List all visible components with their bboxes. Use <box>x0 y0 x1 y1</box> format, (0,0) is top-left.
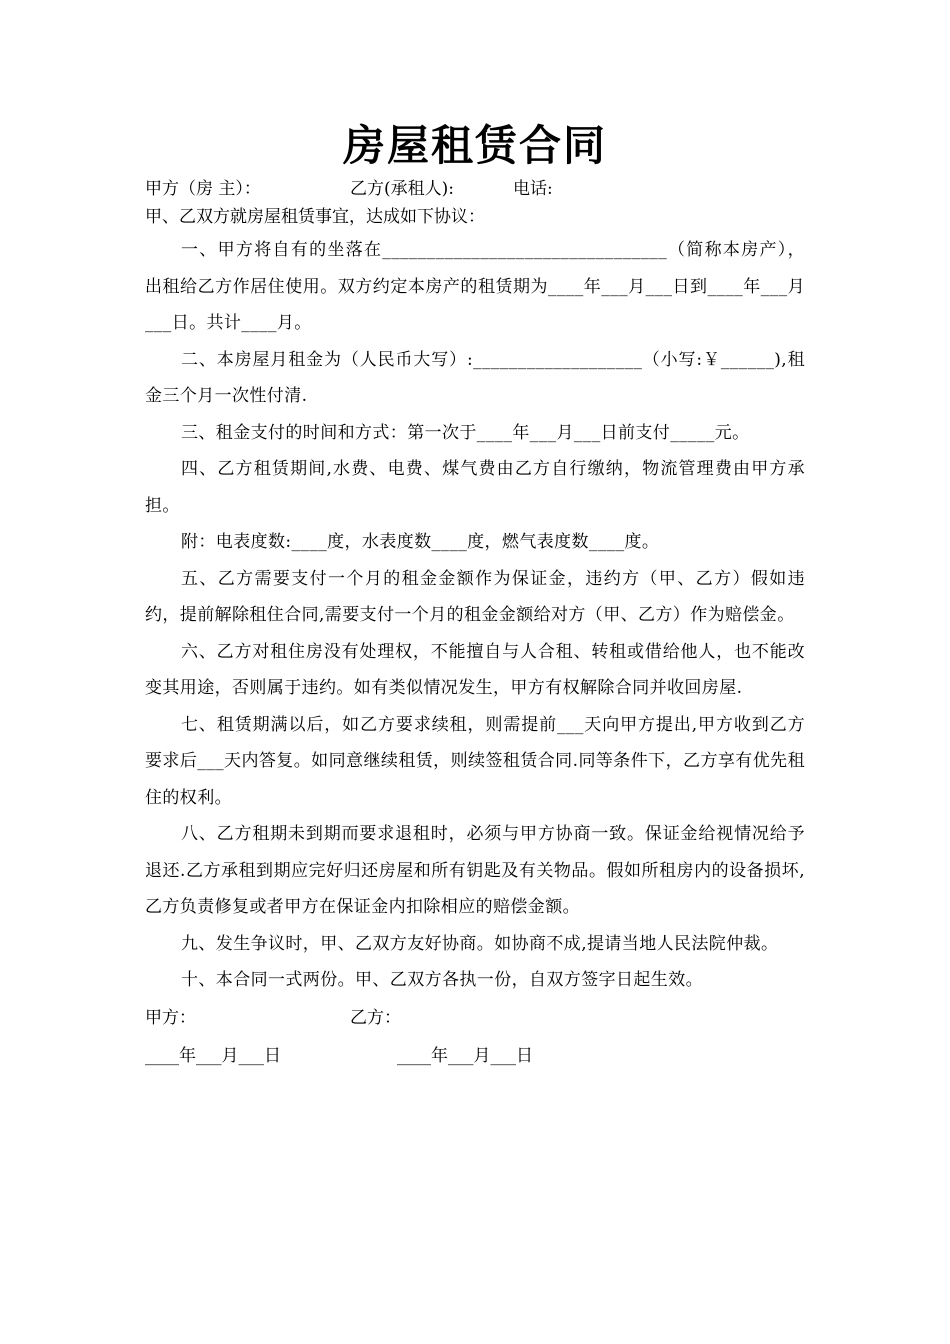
contract-document <box>145 120 805 1075</box>
meter-readings: 附：电表度数:____度，水表度数____度，燃气表度数____度。 <box>181 532 660 552</box>
document-title: 房屋租赁合同 <box>342 121 607 170</box>
party-b-label: 乙方(承租人): <box>350 179 454 199</box>
clause-3: 三、租金支付的时间和方式：第一次于____年___月___日前支付_____元。 <box>181 422 750 443</box>
clause-10: 十、本合同一式两份。甲、乙双方各执一份，自双方签字日起生效。 <box>181 970 703 990</box>
clause-2: 二、本房屋月租金为（人民币大写）:___________________（小写:￥______),租金三个月一次性付清. <box>145 349 805 406</box>
party-b-signature-label: 乙方： <box>350 1007 401 1028</box>
signature-row <box>145 999 805 1037</box>
party-b-date: ____年___月___日 <box>397 1045 533 1066</box>
clause-1: 一、甲方将自有的坐落在________________________________（简称本房产），出租给乙方作居住使用。双方约定本房产的租赁期为____年___月___日到____年___月___日。共计____月。 <box>145 240 805 333</box>
intro-text: 甲、乙双方就房屋租赁事宜，达成如下协议： <box>145 207 485 227</box>
clause-6: 六、乙方对租住房没有处理权，不能擅自与人合租、转租或借给他人，也不能改变其用途，否则属于违约。如有类似情况发生，甲方有权解除合同并收回房屋. <box>145 641 805 698</box>
clause-8: 八、乙方租期未到期而要求退租时，必须与甲方协商一致。保证金给视情况给予退还.乙方承租到期应完好归还房屋和所有钥匙及有关物品。假如所租房内的设备损坏,乙方负责修复或者甲方在保证金内扣除相应的赔偿金额。 <box>145 824 805 917</box>
party-header <box>145 176 805 202</box>
clause-9: 九、发生争议时，甲、乙双方友好协商。如协商不成,提请当地人民法院仲裁。 <box>181 933 779 954</box>
clause-5: 五、乙方需要支付一个月的租金金额作为保证金，违约方（甲、乙方）假如违约，提前解除租住合同,需要支付一个月的租金金额给对方（甲、乙方）作为赔偿金。 <box>145 568 805 625</box>
party-a-label: 甲方（房 主）： <box>145 179 261 199</box>
clause-7: 七、租赁期满以后，如乙方要求续租，则需提前___天向甲方提出,甲方收到乙方要求后___天内答复。如同意继续租赁，则续签租赁合同.同等条件下，乙方享有优先租住的权利。 <box>145 714 805 808</box>
party-a-signature-label: 甲方： <box>145 1007 196 1028</box>
party-a-date: ____年___月___日 <box>145 1045 281 1066</box>
phone-label: 电话: <box>513 179 553 199</box>
clause-4: 四、乙方租赁期间,水费、电费、煤气费由乙方自行缴纳，物流管理费由甲方承担。 <box>145 459 805 516</box>
date-row <box>145 1037 805 1075</box>
